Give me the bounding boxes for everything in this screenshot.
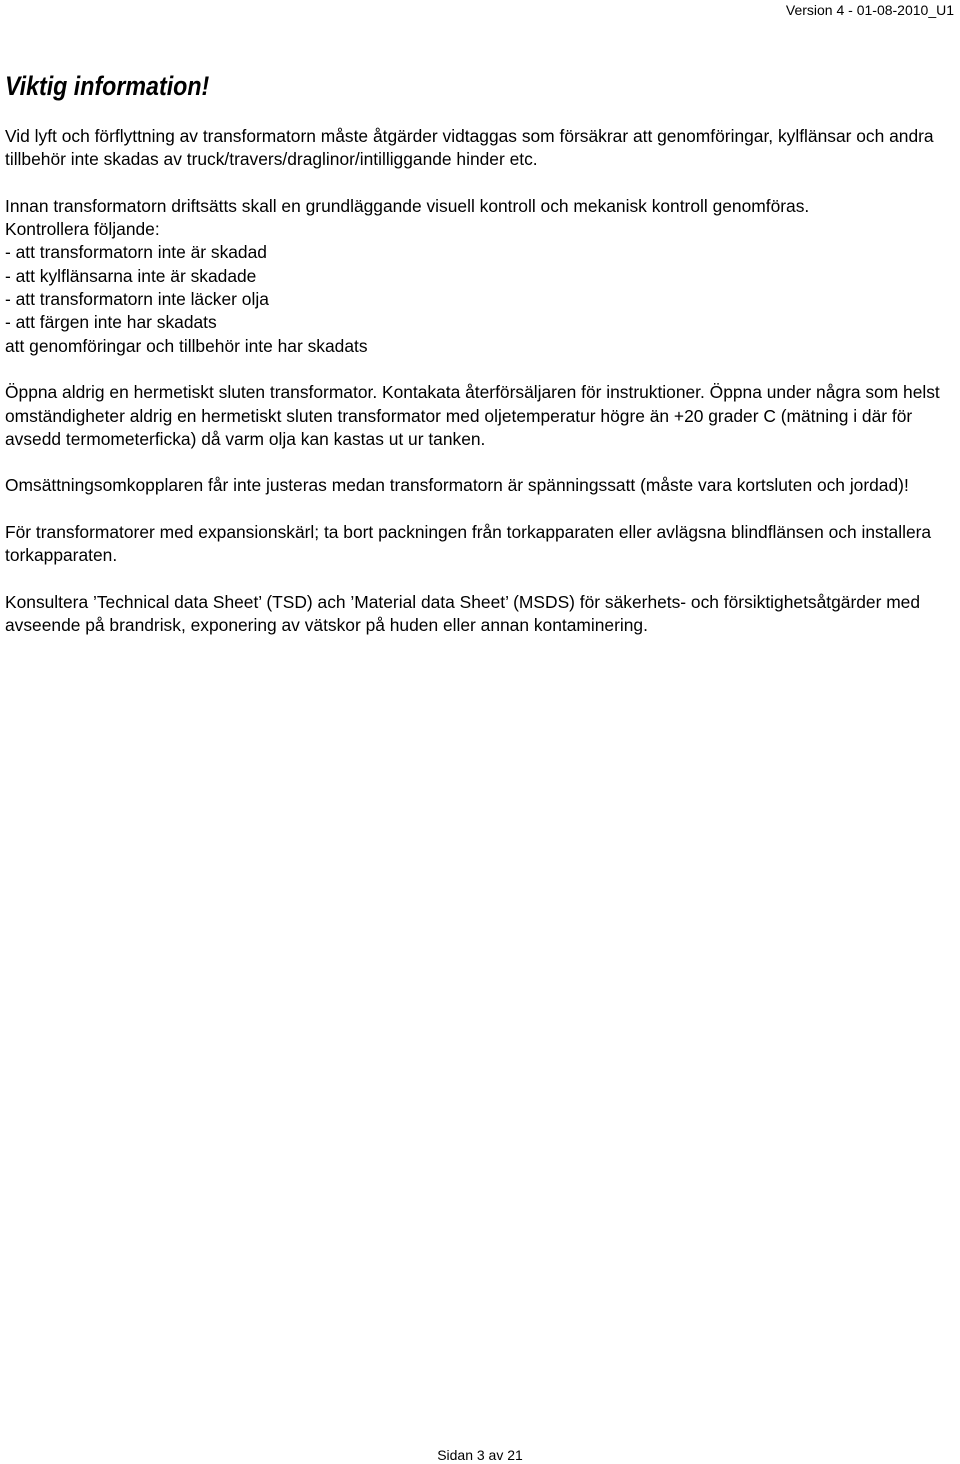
checklist-item: - att transformatorn inte läcker olja bbox=[5, 289, 269, 310]
paragraph-safety-sheets: Konsultera ’Technical data Sheet’ (TSD) ach ’Material data Sheet’ (MSDS) för säkerhets- och försiktighetsåtgärder med avseende på brandrisk, exponering av vätskor på huden eller annan kontaminering. bbox=[5, 591, 921, 636]
page-number: Sidan 3 av 21 bbox=[437, 1447, 523, 1463]
paragraph-expansion-tank: För transformatorer med expansionskärl; ta bort packningen från torkapparaten eller avlägsna blindflänsen och installera torkapparaten. bbox=[5, 522, 932, 566]
version-label: Version 4 - 01-08-2010_U1 bbox=[785, 2, 954, 18]
inspection-check-heading: Kontrollera följande: bbox=[5, 219, 160, 240]
paragraph-tap-changer: Omsättningsomkopplaren får inte justeras medan transformatorn är spänningssatt (måste vara kortsluten och jordad)! bbox=[5, 475, 909, 496]
checklist-item: - att transformatorn inte är skadad bbox=[5, 242, 267, 263]
paragraph-lifting: Vid lyft och förflyttning av transformatorn måste åtgärder vidtaggas som försäkrar att genomföringar, kylflänsar och andra tillbehör inte skadas av truck/travers/draglinor/intilliggande hinder etc. bbox=[5, 126, 934, 170]
inspection-intro: Innan transformatorn driftsätts skall en grundläggande visuell kontroll och mekanisk kontroll genomföras. bbox=[5, 195, 810, 216]
document-body bbox=[5, 125, 955, 661]
paragraph-inspection bbox=[5, 195, 955, 358]
page-title: Viktig information! bbox=[5, 71, 210, 101]
paragraph-hermetic-warning: Öppna aldrig en hermetiskt sluten transformator. Kontakata återförsäljaren för instruktioner. Öppna under några som helst omständigheter aldrig en hermetiskt sluten transformator med oljetemperatur högre än +20 grader C (mätning i där för avsedd termometerficka) då varm olja kan kastas ut ur tanken. bbox=[5, 382, 940, 449]
checklist-item: - att kylflänsarna inte är skadade bbox=[5, 265, 257, 286]
checklist-item: att genomföringar och tillbehör inte har skadats bbox=[5, 335, 368, 356]
checklist-item: - att färgen inte har skadats bbox=[5, 312, 217, 333]
